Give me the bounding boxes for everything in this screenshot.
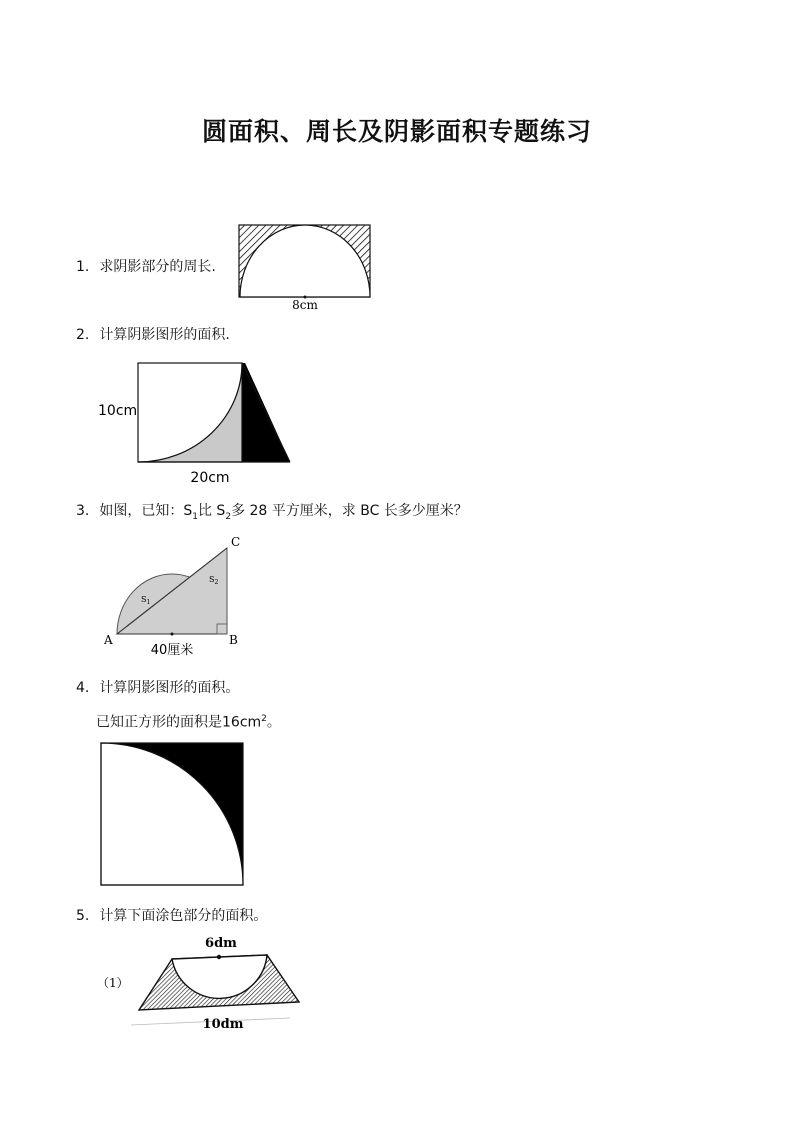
subscript: 1 — [192, 511, 198, 522]
base-label: 40厘米 — [150, 643, 194, 658]
page-title: 圆面积、周长及阴影面积专题练习 — [201, 117, 592, 146]
question-4 — [76, 679, 239, 697]
question-number: 3. — [76, 503, 90, 519]
figure-3-semicircle-triangle — [95, 530, 255, 665]
figure-4-square-quarter-circle — [96, 738, 251, 890]
given-text: 。 — [266, 714, 281, 731]
part-label: （1） — [97, 976, 129, 990]
question-text: 如图，已知：S — [99, 503, 193, 519]
point-a-label: A — [104, 633, 113, 647]
label-10cm: 10cm — [98, 403, 138, 419]
question-text: 计算阴影图形的面积。 — [99, 680, 240, 696]
given-text: 已知正方形的面积是16cm — [96, 714, 262, 731]
question-number: 2. — [76, 327, 90, 343]
question-4-given — [96, 710, 281, 732]
figure-5-trapezoid-semicircle — [95, 930, 310, 1035]
label-20cm: 20cm — [190, 470, 230, 486]
figure-1-semicircle-rect — [230, 218, 380, 318]
question-text: 计算下面涂色部分的面积。 — [99, 908, 268, 924]
question-number: 1. — [76, 259, 90, 275]
question-text: 多 28 平方厘米，求 BC 长多少厘米？ — [231, 503, 468, 519]
center-dot — [171, 633, 174, 636]
question-1 — [76, 258, 216, 276]
label-10dm: 10dm — [202, 1017, 244, 1032]
question-text: 比 S — [197, 503, 226, 519]
question-5 — [76, 907, 267, 925]
figure-2-square-quarter-arc — [90, 355, 310, 490]
point-b-label: B — [229, 633, 238, 647]
superscript: 2 — [261, 714, 267, 724]
question-number: 4. — [76, 680, 90, 696]
center-dot — [217, 955, 221, 959]
question-3 — [76, 502, 468, 526]
s2-label: $S_2$ — [209, 575, 219, 586]
question-text: 求阴影部分的周长. — [99, 259, 216, 275]
s1-label: $S_1$ — [141, 595, 151, 606]
question-text: 计算阴影图形的面积. — [99, 327, 230, 343]
question-2 — [76, 326, 230, 344]
subscript: 2 — [225, 511, 232, 522]
dim-label-8cm: 8cm — [292, 298, 318, 312]
label-6dm: 6dm — [205, 936, 237, 951]
question-number: 5. — [76, 908, 90, 924]
point-c-label: C — [231, 535, 241, 549]
